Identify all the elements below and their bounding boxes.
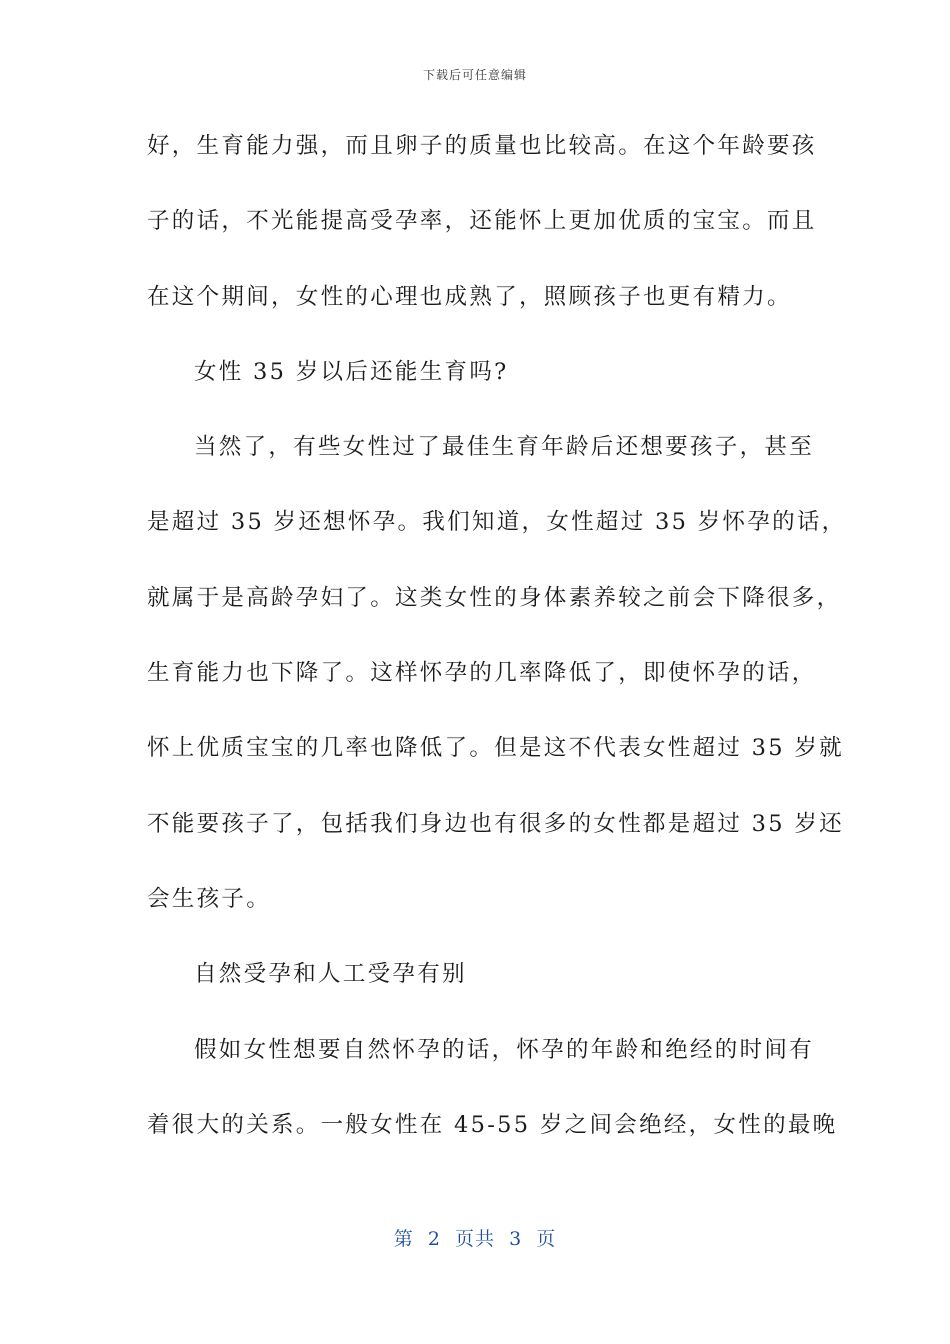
text-line: 是超过 35 岁还想怀孕。我们知道，女性超过 35 岁怀孕的话， — [147, 509, 847, 536]
text-line: 当然了，有些女性过了最佳生育年龄后还想要孩子，甚至 — [194, 434, 815, 461]
section-heading: 自然受孕和人工受孕有别 — [194, 961, 467, 988]
page-header: 下载后可任意编辑 — [422, 68, 527, 82]
text-line: 假如女性想要自然怀孕的话，怀孕的年龄和绝经的时间有 — [194, 1036, 815, 1063]
text-line: 会生孩子。 — [147, 885, 272, 912]
text-line: 怀上优质宝宝的几率也降低了。但是这不代表女性超过 35 岁就 — [147, 735, 844, 762]
document-body — [147, 123, 847, 1177]
text-line: 不能要孩子了，包括我们身边也有很多的女性都是超过 35 岁还 — [147, 810, 844, 837]
section-heading: 女性 35 岁以后还能生育吗? — [194, 358, 509, 385]
text-line: 生育能力也下降了。这样怀孕的几率降低了，即使怀孕的话， — [147, 660, 817, 687]
text-line: 就属于是高龄孕妇了。这类女性的身体素养较之前会下降很多， — [147, 584, 842, 611]
page-number-footer: 第 2 页共 3 页 — [393, 1228, 557, 1250]
text-line: 在这个期间，女性的心理也成熟了，照顾孩子也更有精力。 — [147, 283, 792, 310]
text-line: 好，生育能力强，而且卵子的质量也比较高。在这个年龄要孩 — [147, 133, 817, 159]
text-line: 子的话，不光能提高受孕率，还能怀上更加优质的宝宝。而且 — [147, 208, 817, 235]
text-line: 着很大的关系。一般女性在 45-55 岁之间会绝经，女性的最晚 — [147, 1111, 838, 1138]
